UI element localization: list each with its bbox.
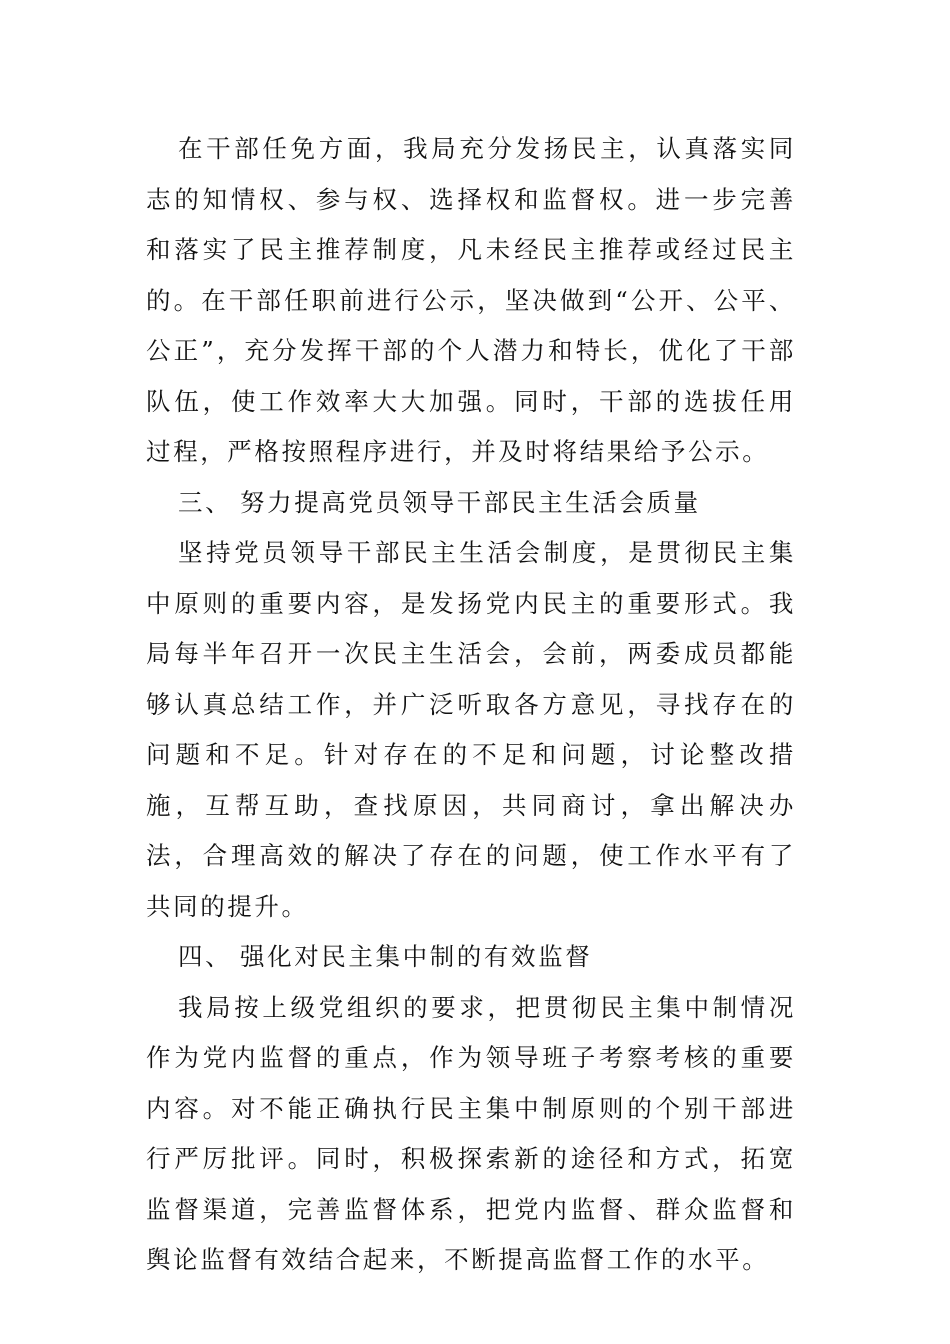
section-number-4: 四、 bbox=[178, 942, 233, 971]
paragraph-cadre-appointment: 在干部任免方面，我局充分发扬民主，认真落实同志的知情权、参与权、选择权和监督权。进一步完善和落实了民主推荐制度，凡未经民主推荐或经过民主的。在干部任职前进行公示，坚决做到“公开、公平、公正”，充分发挥干部的个人潜力和特长，优化了干部队伍，使工作效率大大加强。同时，干部的选拔任用过程，严格按照程序进行，并及时将结果给予公示。 bbox=[146, 134, 796, 466]
section-heading-4 bbox=[146, 932, 796, 983]
section-number-3: 三、 bbox=[178, 487, 233, 517]
section-heading-3 bbox=[146, 478, 796, 529]
paragraph-supervision: 我局按上级党组织的要求，把贯彻民主集中制情况作为党内监督的重点，作为领导班子考察考核的重要内容。对不能正确执行民主集中制原则的个别干部进行严厉批评。同时，积极探索新的途径和方式，拓宽监督渠道，完善监督体系，把党内监督、群众监督和舆论监督有效结合起来，不断提高监督工作的水平。 bbox=[146, 992, 796, 1274]
document-body bbox=[146, 124, 796, 1286]
section-title-3: 努力提高党员领导干部民主生活会质量 bbox=[240, 487, 701, 517]
section-title-4: 强化对民主集中制的有效监督 bbox=[240, 942, 593, 971]
paragraph-democratic-life-meeting: 坚持党员领导干部民主生活会制度，是贯彻民主集中原则的重要内容，是发扬党内民主的重要形式。我局每半年召开一次民主生活会，会前，两委成员都能够认真总结工作，并广泛听取各方意见，寻找存在的问题和不足。针对存在的不足和问题，讨论整改措施，互帮互助，查找原因，共同商讨，拿出解决办法，合理高效的解决了存在的问题，使工作水平有了共同的提升。 bbox=[146, 538, 796, 921]
